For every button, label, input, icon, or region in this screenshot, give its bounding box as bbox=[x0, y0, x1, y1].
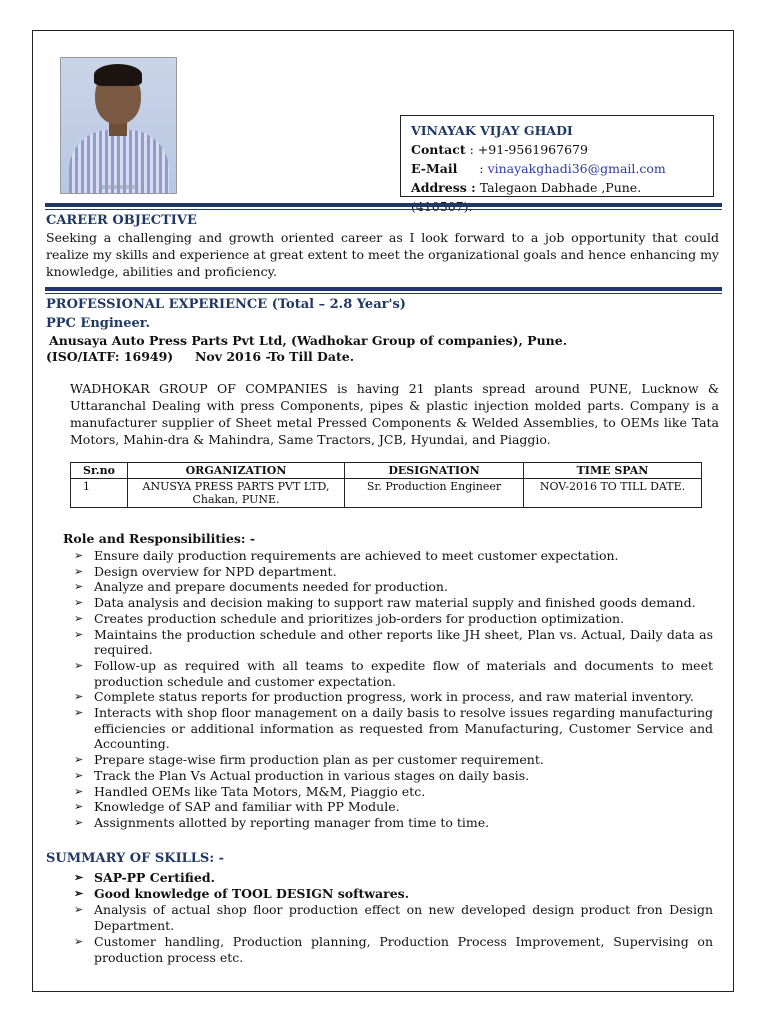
arrow-bullet-icon: ➢ bbox=[74, 658, 84, 672]
table-cell-srno: 1 bbox=[71, 479, 128, 508]
section-divider bbox=[45, 287, 722, 291]
experience-company: Anusaya Auto Press Parts Pvt Ltd, (Wadhokar Group of companies), Pune. bbox=[49, 333, 568, 348]
arrow-bullet-icon: ➢ bbox=[74, 903, 84, 916]
table-header-row bbox=[71, 463, 702, 479]
arrow-bullet-icon: ➢ bbox=[74, 871, 84, 884]
email-link[interactable]: vinayakghadi36@gmail.com bbox=[487, 161, 666, 176]
table-header: Sr.no bbox=[71, 463, 128, 479]
experience-role: PPC Engineer. bbox=[46, 316, 150, 331]
arrow-bullet-icon: ➢ bbox=[74, 627, 84, 641]
career-objective-text: Seeking a challenging and growth oriented career as I look forward to a job opportunity that could realize my skills and experience at great extent to meet the organizational goals and hence enhancing my knowledge, abilities and proficiency. bbox=[46, 230, 719, 279]
section-divider bbox=[45, 203, 722, 207]
roles-title: Role and Responsibilities: - bbox=[63, 531, 256, 546]
section-divider-thin bbox=[45, 209, 722, 210]
address-value: Talegaon Dabhade ,Pune. bbox=[479, 180, 642, 195]
arrow-bullet-icon: ➢ bbox=[74, 706, 84, 720]
table-cell-time-span: NOV-2016 TO TILL DATE. bbox=[524, 479, 702, 508]
list-item: ➢ SAP-PP Certified. bbox=[74, 870, 215, 885]
arrow-bullet-icon: ➢ bbox=[74, 935, 84, 948]
list-item: ➢ Good knowledge of TOOL DESIGN softwares. bbox=[74, 886, 410, 901]
list-item: ➢ Analysis of actual shop floor production effect on new developed design product fron Design Department. bbox=[74, 902, 713, 933]
table-cell-organization bbox=[128, 479, 345, 508]
list-item: ➢ Handled OEMs like Tata Motors, M&M, Piaggio etc. bbox=[74, 783, 426, 799]
table-header: ORGANIZATION bbox=[128, 463, 345, 479]
photo-caption-mark bbox=[101, 185, 137, 189]
list-item: ➢ Interacts with shop floor management on a daily basis to resolve issues regarding manufacturing efficiencies or additional information as requested from Manufacturing, Customer Service and Accounting. bbox=[74, 705, 713, 752]
table-header: DESIGNATION bbox=[345, 463, 524, 479]
candidate-name: VINAYAK VIJAY GHADI bbox=[411, 123, 573, 138]
experience-heading: PROFESSIONAL EXPERIENCE bbox=[46, 297, 268, 312]
skills-list bbox=[70, 870, 713, 966]
list-item: ➢ Prepare stage-wise firm production plan as per customer requirement. bbox=[74, 752, 544, 768]
contact-phone-row bbox=[411, 140, 703, 159]
arrow-bullet-icon: ➢ bbox=[74, 549, 84, 562]
organization-line: ANUSYA PRESS PARTS PVT LTD, bbox=[142, 480, 330, 493]
contact-phone: : +91-9561967679 bbox=[469, 142, 588, 157]
arrow-bullet-icon: ➢ bbox=[74, 580, 84, 594]
table-cell-designation: Sr. Production Engineer bbox=[345, 479, 524, 508]
arrow-bullet-icon: ➢ bbox=[74, 800, 84, 814]
skills-title: SUMMARY OF SKILLS: - bbox=[46, 851, 225, 866]
contact-label: Contact bbox=[411, 142, 466, 157]
contact-address-row bbox=[411, 178, 703, 216]
arrow-bullet-icon: ➢ bbox=[74, 690, 84, 704]
experience-title bbox=[46, 297, 406, 312]
company-description: WADHOKAR GROUP OF COMPANIES is having 21 plants spread around PUNE, Lucknow & Uttaranchal Dealing with press Components, pipes & plastic injection molded parts. Company is a manufacturer supplier of Sheet metal Pressed Components & Welded Assemblies, to OEMs like Tata Motors, Mahin-dra & Mahindra, Same Tractors, JCB, Hyundai, and Piaggio. bbox=[70, 381, 719, 447]
list-item: ➢ Maintains the production schedule and other reports like JH sheet, Plan vs. Actual, Daily data as required. bbox=[74, 626, 713, 658]
list-item: ➢ Ensure daily production requirements are achieved to meet customer expectation. bbox=[74, 548, 619, 563]
arrow-bullet-icon: ➢ bbox=[74, 815, 84, 829]
arrow-bullet-icon: ➢ bbox=[74, 768, 84, 782]
career-objective-title: CAREER OBJECTIVE bbox=[46, 213, 197, 228]
profile-photo bbox=[60, 57, 177, 194]
list-item: ➢ Analyze and prepare documents needed for production. bbox=[74, 579, 448, 595]
email-separator: : bbox=[479, 161, 484, 176]
arrow-bullet-icon: ➢ bbox=[74, 564, 84, 578]
organization-line: Chakan, PUNE. bbox=[192, 493, 280, 506]
table-row bbox=[71, 479, 702, 508]
list-item: ➢ Follow-up as required with all teams to expedite flow of materials and documents to meet production schedule and customer expectation. bbox=[74, 657, 713, 689]
experience-total: (Total – 2.8 Year's) bbox=[271, 297, 406, 312]
email-label: E-Mail bbox=[411, 161, 458, 176]
section-divider-thin bbox=[45, 293, 722, 294]
arrow-bullet-icon: ➢ bbox=[74, 887, 84, 900]
arrow-bullet-icon: ➢ bbox=[74, 753, 84, 767]
experience-table bbox=[70, 462, 702, 508]
arrow-bullet-icon: ➢ bbox=[74, 611, 84, 625]
list-item: ➢ Creates production schedule and prioritizes job-orders for production optimization. bbox=[74, 610, 625, 626]
contact-box bbox=[400, 115, 714, 197]
experience-certification: (ISO/IATF: 16949) Nov 2016 -To Till Date. bbox=[46, 349, 355, 364]
list-item: ➢ Data analysis and decision making to support raw material supply and finished goods demand. bbox=[74, 595, 696, 611]
list-item: ➢ Complete status reports for production progress, work in process, and raw material inventory. bbox=[74, 689, 694, 705]
list-item: ➢ Design overview for NPD department. bbox=[74, 563, 337, 579]
roles-list bbox=[70, 548, 713, 831]
arrow-bullet-icon: ➢ bbox=[74, 784, 84, 798]
address-label: Address : bbox=[411, 180, 476, 195]
list-item: ➢ Customer handling, Production planning, Production Process Improvement, Supervising on production process etc. bbox=[74, 934, 713, 965]
table-header: TIME SPAN bbox=[524, 463, 702, 479]
list-item: ➢ Track the Plan Vs Actual production in various stages on daily basis. bbox=[74, 767, 530, 783]
list-item: ➢ Assignments allotted by reporting manager from time to time. bbox=[74, 814, 490, 830]
photo-hair bbox=[94, 64, 142, 86]
arrow-bullet-icon: ➢ bbox=[74, 596, 84, 610]
contact-email-row bbox=[411, 159, 703, 178]
list-item: ➢ Knowledge of SAP and familiar with PP Module. bbox=[74, 799, 400, 815]
